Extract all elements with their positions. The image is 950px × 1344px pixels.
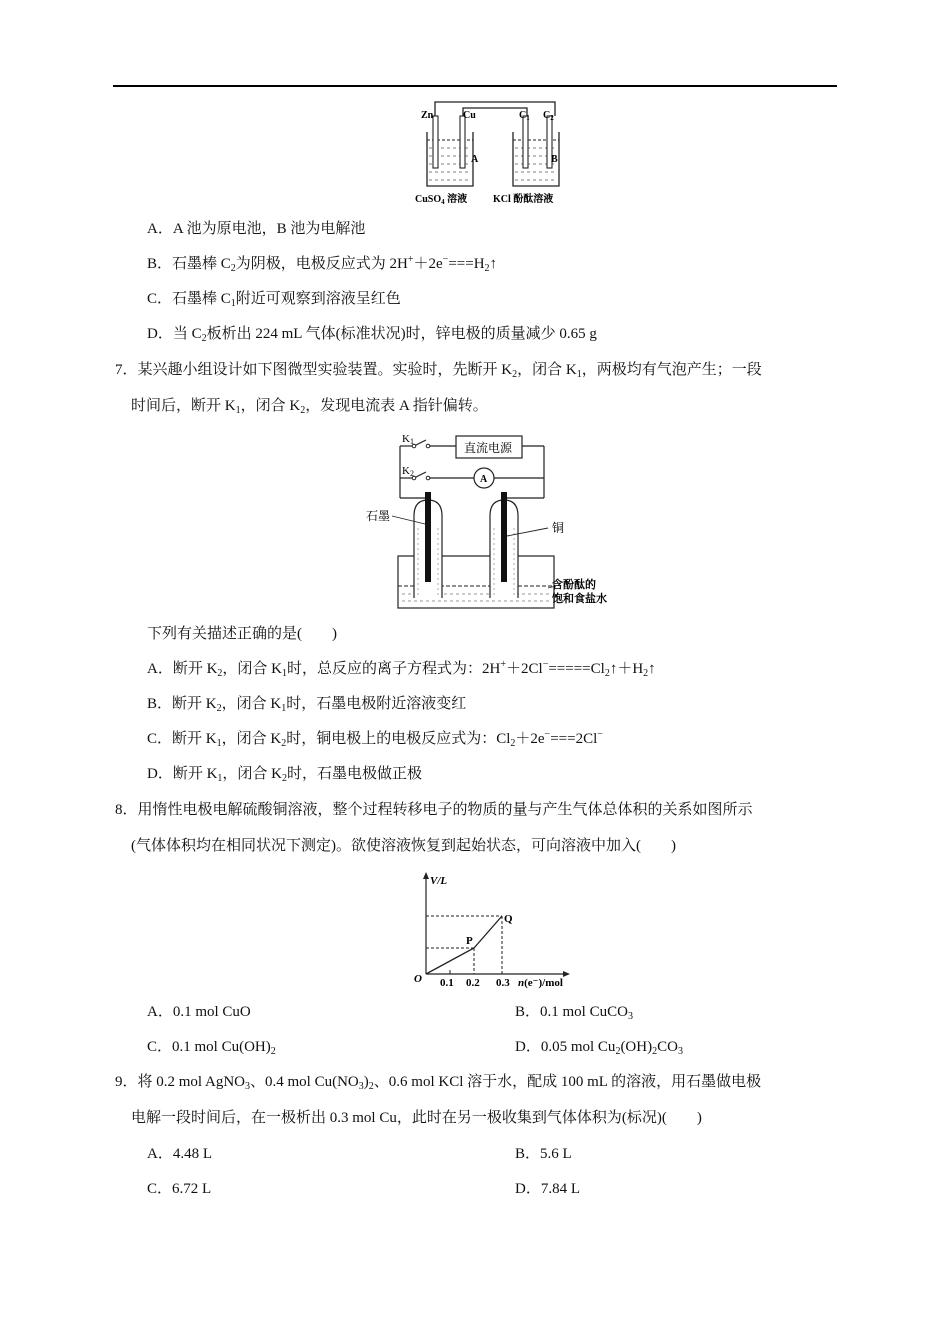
q9-option-a: A．4.48 L bbox=[147, 1146, 212, 1162]
solution-label-2: 饱和食盐水 bbox=[552, 593, 607, 605]
figure-electrolysis-apparatus bbox=[362, 428, 622, 614]
origin-label: O bbox=[414, 973, 422, 985]
ammeter-label: A bbox=[480, 474, 488, 485]
x-axis-label: n(e⁻)/mol bbox=[518, 977, 563, 989]
x-tick-0.1: 0.1 bbox=[440, 977, 454, 989]
kcl-label: KCl 酚酞溶液 bbox=[493, 194, 554, 205]
dc-power-label: 直流电源 bbox=[464, 441, 513, 455]
q7-option-b: B．断开 $K_2$，闭合 $K_1$时，石墨电极附近溶液变红 bbox=[147, 696, 467, 714]
svg-text:C2: $C_2$ bbox=[543, 110, 554, 122]
cu-label: Cu bbox=[463, 110, 476, 121]
q8-option-a: A．0.1 mol CuO bbox=[147, 1004, 251, 1020]
q9-option-c: C．6.72 L bbox=[147, 1181, 212, 1197]
graphite-label: 石墨 bbox=[366, 509, 391, 523]
cuso4-label: CuSO$_4$ 溶液 bbox=[415, 194, 468, 206]
q6-option-d: D．当 $C_2$板析出 224 mL 气体(标准状况)时，锌电极的质量减少 0.65 g bbox=[147, 326, 597, 344]
q9-stem-line2: 电解一段时间后，在一极析出 0.3 mol Cu，此时在另一极收集到气体体积为(标况)( ) bbox=[131, 1110, 702, 1126]
header-rule bbox=[113, 85, 837, 87]
cell-a-label: A bbox=[471, 154, 479, 165]
q6-option-b: B．石墨棒 $C_2$为阴极，电极反应式为 $2H^++2e^-===H_2↑$ bbox=[147, 254, 498, 274]
x-tick-0.3: 0.3 bbox=[496, 977, 510, 989]
c2-label: C bbox=[543, 110, 551, 121]
q9-option-b: B．5.6 L bbox=[515, 1146, 572, 1162]
c1-label: C bbox=[519, 110, 527, 121]
zn-label: Zn bbox=[421, 110, 434, 121]
q9-option-d: D．7.84 L bbox=[515, 1181, 580, 1197]
copper-label: 铜 bbox=[552, 521, 565, 535]
point-p-label: P bbox=[466, 935, 473, 947]
q7-stem-line2: 时间后，断开 $K_1$，闭合 $K_2$，发现电流表 A 指针偏转。 bbox=[131, 398, 488, 416]
q7-option-c: C．断开 $K_1$，闭合 $K_2$时，铜电极上的电极反应式为：$Cl_2+2e^-===2Cl^-$ bbox=[147, 729, 603, 749]
q8-option-b: B．0.1 mol CuCO$_3$ bbox=[515, 1004, 633, 1022]
q8-option-d: D．0.05 mol $Cu_2(OH)_2CO_3$ bbox=[515, 1039, 683, 1057]
x-tick-0.2: 0.2 bbox=[466, 977, 480, 989]
q9-stem-line1: 9．将 0.2 mol AgNO$_3$、0.4 mol $Cu(NO_3)_2$、0.6 mol KCl 溶于水，配成 100 mL 的溶液，用石墨做电极 bbox=[115, 1074, 762, 1092]
k1-label: K bbox=[402, 433, 410, 445]
q7-stem-line1: 7．某兴趣小组设计如下图微型实验装置。实验时，先断开 $K_2$，闭合 $K_1$，两极均有气泡产生；一段 bbox=[115, 362, 762, 380]
q6-option-c: C．石墨棒 $C_1$附近可观察到溶液呈红色 bbox=[147, 291, 401, 309]
q7-question: 下列有关描述正确的是( ) bbox=[147, 626, 337, 642]
q6-option-a: A．A 池为原电池，B 池为电解池 bbox=[147, 221, 366, 237]
figure-galvanic-electrolytic-cells bbox=[415, 96, 575, 208]
figure-volume-electron-graph bbox=[408, 870, 578, 990]
solution-label-1: 含酚酞的 bbox=[552, 579, 596, 591]
y-axis-label: V/L bbox=[430, 875, 448, 887]
svg-text:K1: K1 bbox=[402, 433, 414, 446]
svg-text:C1: $C_1$ bbox=[519, 110, 530, 122]
q7-option-d: D．断开 $K_1$，闭合 $K_2$时，石墨电极做正极 bbox=[147, 766, 423, 784]
k2-label: K bbox=[402, 465, 410, 477]
point-q-label: Q bbox=[504, 913, 513, 925]
q8-stem-line1: 8．用惰性电极电解硫酸铜溶液，整个过程转移电子的物质的量与产生气体总体积的关系如图所示 bbox=[115, 802, 753, 818]
q8-stem-line2: (气体体积均在相同状况下测定)。欲使溶液恢复到起始状态，可向溶液中加入( ) bbox=[131, 838, 676, 854]
q8-option-c: C．0.1 mol $Cu(OH)_2$ bbox=[147, 1039, 276, 1057]
q7-option-a: A．断开 $K_2$，闭合 $K_1$时，总反应的离子方程式为：$2H^++2Cl^-=====Cl_2↑+H_2↑$ bbox=[147, 659, 656, 679]
svg-text:K2: K2 bbox=[402, 465, 414, 478]
cell-b-label: B bbox=[551, 154, 558, 165]
